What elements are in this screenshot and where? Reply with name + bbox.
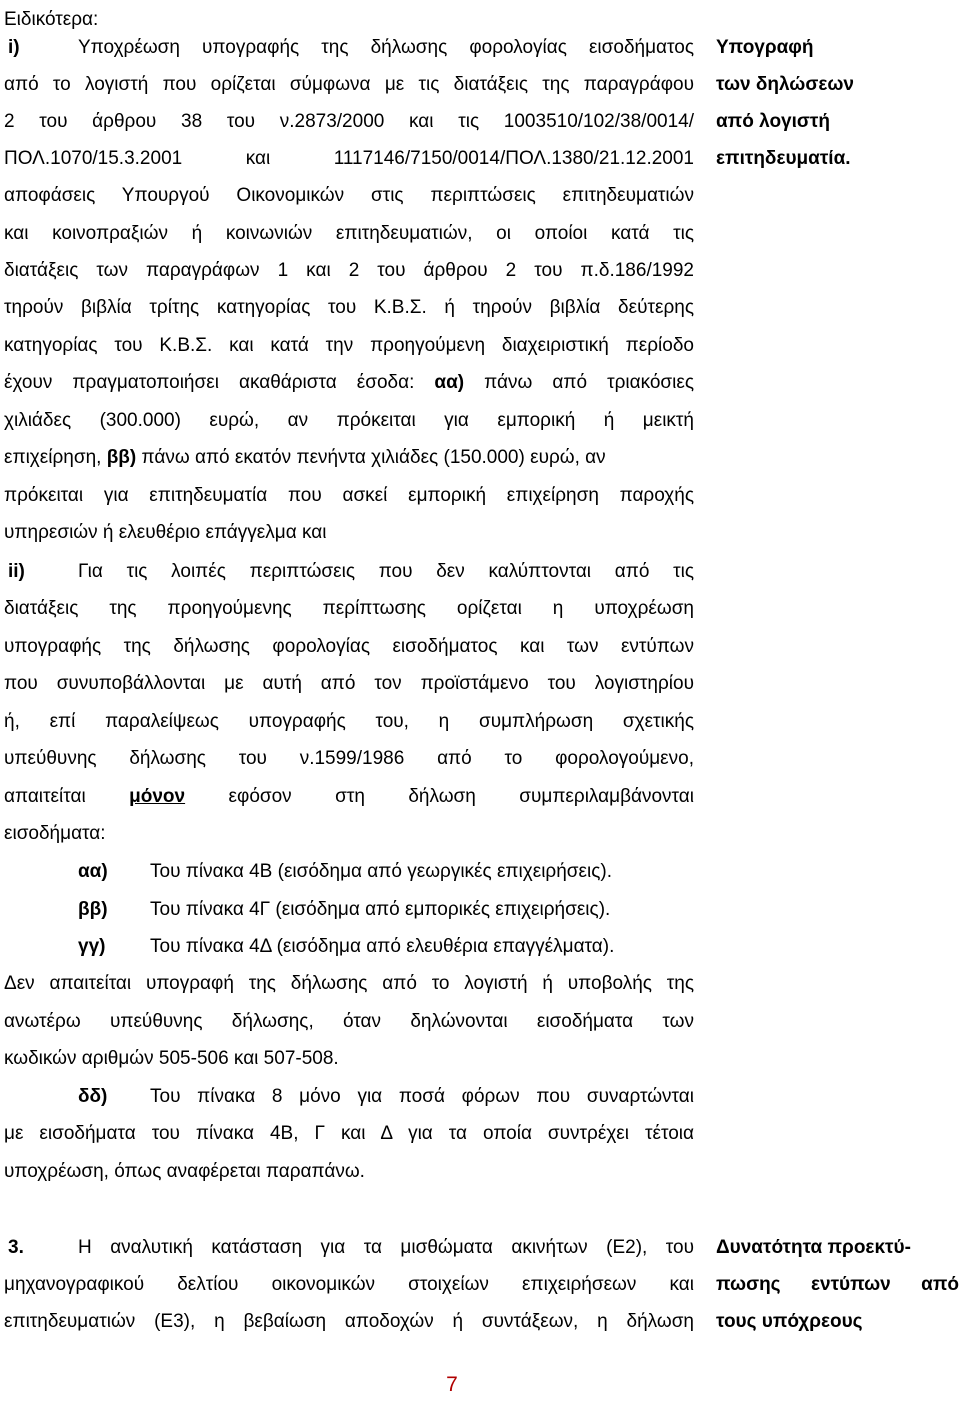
side-note-1-line: από λογιστή (716, 111, 830, 132)
side-note-2-line: πωσης εντύπων από (716, 1274, 959, 1295)
item-i-line: υπηρεσιών ή ελευθέριο επάγγελμα και (4, 522, 327, 543)
side-note-2-line: Δυνατότητα προεκτύ- (716, 1237, 911, 1258)
item-3-line: επιτηδευματιών (Ε3), η βεβαίωση αποδοχών ή συντάξεων, η δήλωση (4, 1311, 694, 1332)
side-note-1-line: επιτηδευματία. (716, 148, 851, 169)
item-i-line: από το λογιστή που ορίζεται σύμφωνα με τις διατάξεις της παραγράφου (4, 74, 694, 95)
sub-item-label: γγ) (78, 936, 106, 957)
page-number: 7 (446, 1373, 458, 1396)
sub-item-text: Του πίνακα 4Γ (εισόδημα από εμπορικές επιχειρήσεις). (150, 899, 611, 920)
item-i-line: και κοινοπραξιών ή κοινωνιών επιτηδευματιών, οι οποίοι κατά τις (4, 223, 694, 244)
item-i-line-aa (4, 371, 694, 395)
sub-item-dd (4, 1085, 694, 1109)
sub-item-dd-label: δδ) (78, 1086, 108, 1107)
item-3-line-1 (4, 1236, 694, 1260)
no-signature-line: Δεν απαιτείται υπογραφή της δήλωσης από το λογιστή ή υποβολής της (4, 973, 694, 994)
sub-item (4, 898, 694, 922)
item-ii-line: που συνυποβάλλονται με αυτή από τον προϊστάμενο του λογιστηρίου (4, 673, 694, 694)
item-3-label: 3. (8, 1237, 24, 1258)
item-ii-line-monon (4, 785, 694, 809)
sub-item (4, 935, 694, 959)
line-aa-pre: έχουν πραγματοποιήσει ακαθάριστα έσοδα: (4, 372, 415, 393)
sub-item-label: αα) (78, 861, 108, 882)
item-i-line: πρόκειται για επιτηδευματία που ασκεί εμπορική επιχείρηση παροχής (4, 485, 694, 506)
item-i-line-bb (4, 446, 694, 470)
line-aa-post: πάνω από τριακόσιες (484, 372, 694, 393)
item-ii-line: ή, επί παραλείψεως υπογραφής του, η συμπλήρωση σχετικής (4, 711, 694, 732)
sub-item-label: ββ) (78, 899, 108, 920)
monon-pre: απαιτείται (4, 786, 86, 807)
item-3-line-1-text: Η αναλυτική κατάσταση για τα μισθώματα ακινήτων (Ε2), του (78, 1237, 694, 1258)
item-i-line: αποφάσεις Υπουργού Οικονομικών στις περιπτώσεις επιτηδευματιών (4, 185, 694, 206)
item-ii-label: ii) (8, 561, 25, 582)
sub-item-dd-text: Του πίνακα 8 μόνο για ποσά φόρων που συναρτώνται (150, 1086, 694, 1107)
line-bb-label: ββ) (106, 447, 137, 468)
item-ii-line-1 (4, 560, 694, 584)
item-i-line: ΠΟΛ.1070/15.3.2001 και 1117146/7150/0014/ΠΟΛ.1380/21.12.2001 (4, 148, 694, 169)
sub-item-dd-line: υποχρέωση, όπως αναφέρεται παραπάνω. (4, 1161, 365, 1182)
item-i-label: i) (8, 37, 20, 58)
item-i-line-1-text: Υποχρέωση υπογραφής της δήλωσης φορολογίας εισοδήματος (78, 37, 694, 58)
monon-post: εφόσον στη δήλωση συμπεριλαμβάνονται (228, 786, 694, 807)
line-aa-label: αα) (434, 372, 465, 393)
sub-item-text: Του πίνακα 4Β (εισόδημα από γεωργικές επιχειρήσεις). (150, 861, 612, 882)
item-i-line-1 (4, 36, 694, 60)
item-i-line: χιλιάδες (300.000) ευρώ, αν πρόκειται για εμπορική ή μεικτή (4, 410, 694, 431)
item-i-line: διατάξεις των παραγράφων 1 και 2 του άρθρου 2 του π.δ.186/1992 (4, 260, 694, 281)
item-i-line: 2 του άρθρου 38 του ν.2873/2000 και τις 1003510/102/38/0014/ (4, 111, 694, 132)
item-ii-line-1-text: Για τις λοιπές περιπτώσεις που δεν καλύπτονται από τις (78, 561, 694, 582)
sub-item (4, 860, 694, 884)
sub-item-dd-line: με εισοδήματα του πίνακα 4Β, Γ και Δ για τα οποία συντρέχει τέτοια (4, 1123, 694, 1144)
side-note-1-line: Υπογραφή (716, 37, 814, 58)
monon-word: μόνον (129, 786, 186, 807)
item-ii-line: διατάξεις της προηγούμενης περίπτωσης ορίζεται η υποχρέωση (4, 598, 694, 619)
item-ii-line: υπογραφής της δήλωσης φορολογίας εισοδήματος και των εντύπων (4, 636, 694, 657)
item-3-line: μηχανογραφικού δελτίου οικονομικών στοιχείων επιχειρήσεων και (4, 1274, 694, 1295)
sub-item-text: Του πίνακα 4Δ (εισόδημα από ελευθέρια επαγγέλματα). (150, 936, 615, 957)
side-note-2-line: τους υπόχρεους (716, 1311, 863, 1332)
section-heading: Ειδικότερα: (4, 9, 99, 30)
line-bb-pre: επιχείρηση, (4, 447, 102, 468)
item-ii-line: υπεύθυνης δήλωσης του ν.1599/1986 από το φορολογούμενο, (4, 748, 694, 769)
item-i-line: κατηγορίας του Κ.Β.Σ. και κατά την προηγούμενη διαχειριστική περίοδο (4, 335, 694, 356)
no-signature-line: κωδικών αριθμών 505-506 και 507-508. (4, 1048, 339, 1069)
item-i-line: τηρούν βιβλία τρίτης κατηγορίας του Κ.Β.Σ. ή τηρούν βιβλία δεύτερης (4, 297, 694, 318)
no-signature-line: ανωτέρω υπεύθυνης δήλωσης, όταν δηλώνονται εισοδήματα των (4, 1011, 694, 1032)
item-ii-line: εισοδήματα: (4, 823, 106, 844)
line-bb-post: πάνω από εκατόν πενήντα χιλιάδες (150.000) ευρώ, αν (141, 447, 606, 468)
side-note-1-line: των δηλώσεων (716, 74, 854, 95)
